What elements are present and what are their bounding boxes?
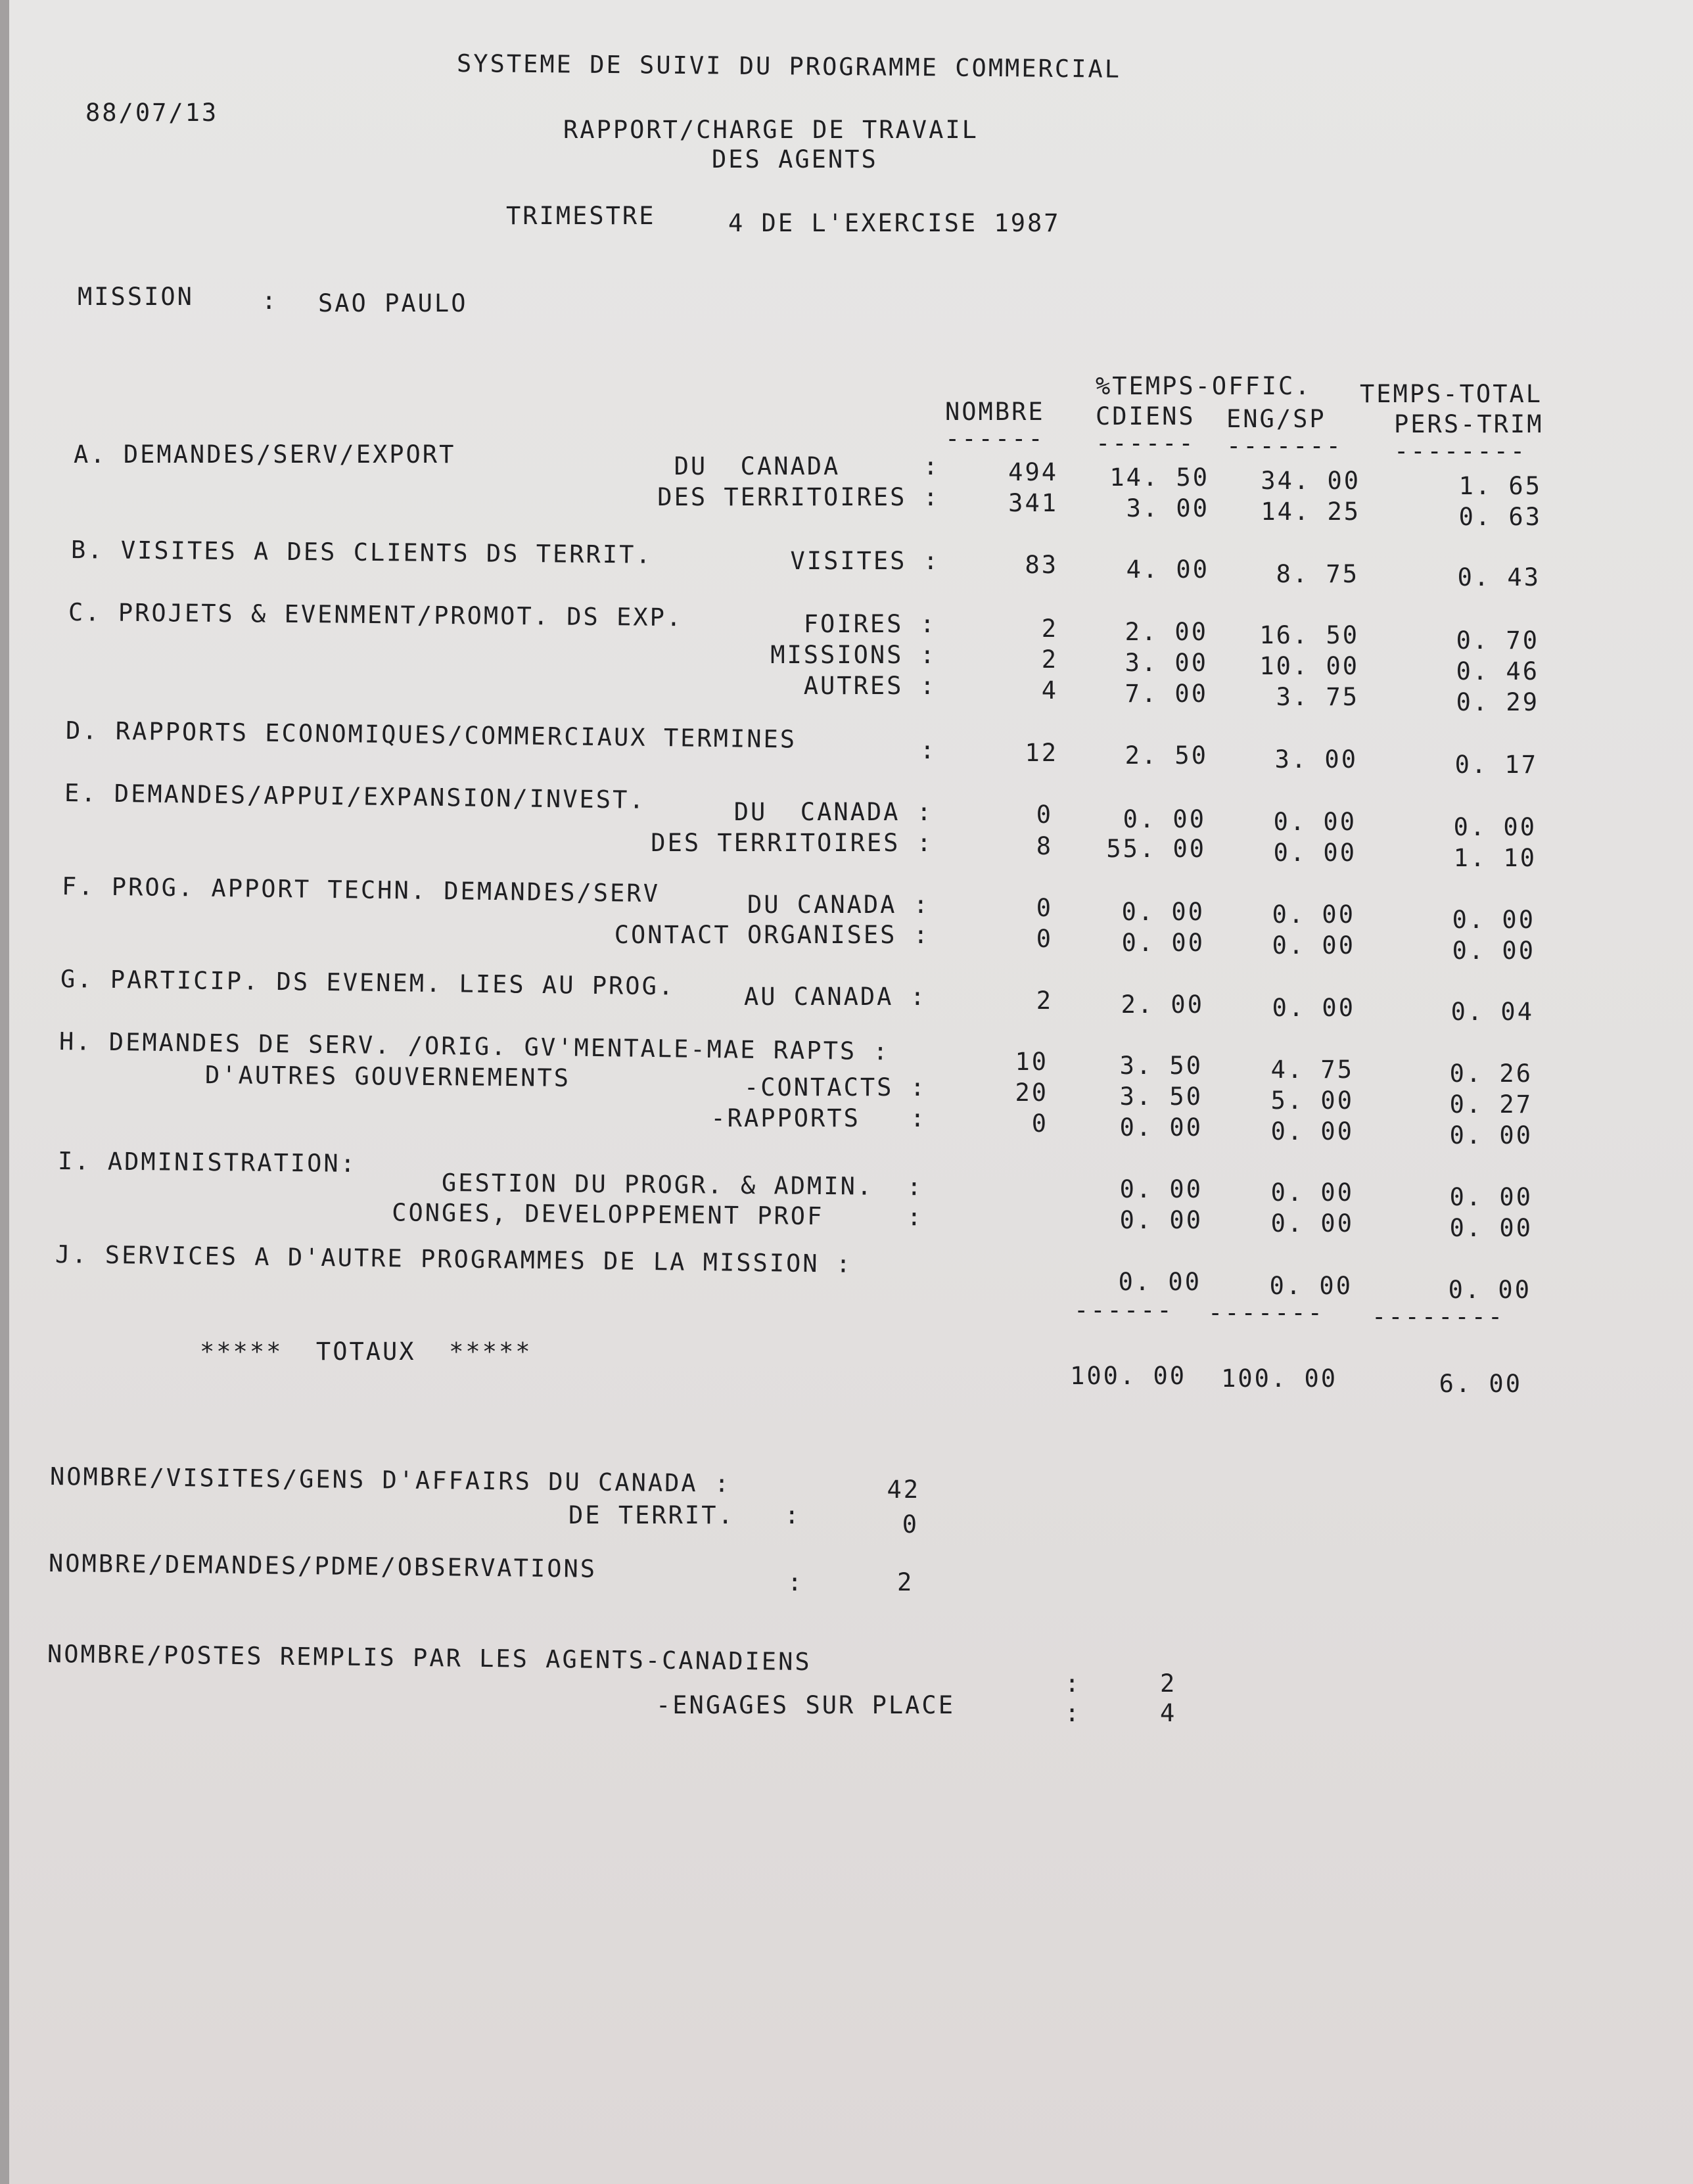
cell-perstrim: 0. 00 bbox=[1449, 1121, 1533, 1150]
section-e-title: E. DEMANDES/APPUI/EXPANSION/INVEST. bbox=[64, 779, 646, 814]
pdme-value: 2 bbox=[897, 1568, 914, 1596]
pdme-colon: : bbox=[787, 1568, 804, 1596]
totals-engsp: 100. 00 bbox=[1221, 1364, 1337, 1393]
visites-label: NOMBRE/VISITES/GENS D'AFFAIRS DU CANADA : bbox=[49, 1462, 731, 1498]
report-date: 88/07/13 bbox=[85, 99, 219, 127]
page-edge-shadow bbox=[0, 0, 9, 2184]
totals-dash-engsp: ------- bbox=[1208, 1299, 1324, 1327]
cell-engsp: 0. 00 bbox=[1270, 1178, 1354, 1207]
row-label: CONTACT ORGANISES : bbox=[614, 921, 930, 949]
cell-engsp: 34. 00 bbox=[1261, 467, 1360, 495]
cell-engsp: 0. 00 bbox=[1272, 931, 1355, 960]
cell-engsp: 0. 00 bbox=[1272, 900, 1355, 929]
cell-engsp: 14. 25 bbox=[1261, 498, 1360, 526]
mission-value: SAO PAULO bbox=[318, 289, 468, 317]
cell-nombre: 0 bbox=[1031, 1109, 1048, 1138]
engages-label: -ENGAGES SUR PLACE bbox=[656, 1691, 955, 1719]
cell-engsp: 4. 75 bbox=[1270, 1056, 1354, 1084]
cell-nombre: 0 bbox=[1036, 894, 1053, 922]
totals-perstrim: 6. 00 bbox=[1439, 1370, 1522, 1398]
cell-cdiens: 3. 50 bbox=[1119, 1052, 1203, 1080]
cell-perstrim: 0. 00 bbox=[1453, 813, 1537, 841]
cell-perstrim: 0. 26 bbox=[1449, 1059, 1533, 1088]
cell-engsp: 16. 50 bbox=[1259, 621, 1359, 649]
column-header-temps-offic: %TEMPS-OFFIC. bbox=[1096, 372, 1312, 400]
cell-cdiens: 7. 00 bbox=[1125, 680, 1208, 708]
section-h-title: H. DEMANDES DE SERV. /ORIG. GV'MENTALE-MAE RAPTS : bbox=[58, 1027, 890, 1066]
cell-perstrim: 0. 27 bbox=[1449, 1090, 1533, 1119]
pdme-label: NOMBRE/DEMANDES/PDME/OBSERVATIONS bbox=[48, 1549, 597, 1583]
postes-canadiens-value: 2 bbox=[1160, 1669, 1177, 1698]
section-c-title: C. PROJETS & EVENMENT/PROMOT. DS EXP. bbox=[68, 598, 684, 632]
column-header-engsp: ENG/SP bbox=[1226, 405, 1326, 433]
column-header-perstrim: PERS-TRIM bbox=[1394, 410, 1544, 438]
cell-perstrim: 0. 00 bbox=[1449, 1183, 1533, 1211]
row-label: AU CANADA : bbox=[743, 983, 927, 1011]
section-g-title: G. PARTICIP. DS EVENEM. LIES AU PROG. bbox=[60, 965, 676, 1001]
cell-cdiens: 55. 00 bbox=[1106, 835, 1206, 863]
postes-label: NOMBRE/POSTES REMPLIS PAR LES AGENTS-CANADIENS bbox=[47, 1640, 812, 1677]
cell-perstrim: 0. 63 bbox=[1458, 503, 1542, 531]
cell-cdiens: 2. 00 bbox=[1125, 618, 1208, 646]
row-label: DU CANADA : bbox=[747, 891, 930, 919]
cell-cdiens: 0. 00 bbox=[1119, 1175, 1203, 1203]
cell-perstrim: 0. 04 bbox=[1450, 998, 1534, 1026]
column-header-temps-total: TEMPS-TOTAL bbox=[1360, 380, 1543, 408]
report-title-line2: DES AGENTS bbox=[712, 145, 878, 174]
cell-nombre: 341 bbox=[1008, 489, 1058, 517]
section-a-title: A. DEMANDES/SERV/EXPORT bbox=[74, 440, 456, 469]
column-header-cdiens: CDIENS bbox=[1096, 402, 1195, 430]
cell-engsp: 3. 00 bbox=[1274, 745, 1358, 774]
cell-cdiens: 0. 00 bbox=[1119, 1206, 1203, 1234]
cell-engsp: 0. 00 bbox=[1270, 1209, 1354, 1238]
cell-cdiens: 2. 00 bbox=[1121, 990, 1204, 1019]
visites-territ-value: 0 bbox=[902, 1510, 919, 1539]
cell-perstrim: 0. 00 bbox=[1449, 1214, 1533, 1242]
column-header-nombre: NOMBRE bbox=[945, 398, 1045, 426]
cell-perstrim: 0. 00 bbox=[1452, 906, 1535, 934]
cell-nombre: 2 bbox=[1036, 987, 1053, 1015]
cell-nombre: 12 bbox=[1025, 739, 1058, 767]
mission-label: MISSION bbox=[78, 283, 194, 311]
cell-perstrim: 0. 17 bbox=[1454, 751, 1538, 779]
cell-engsp: 0. 00 bbox=[1270, 1117, 1354, 1146]
row-label: GESTION DU PROGR. & ADMIN. : bbox=[441, 1168, 924, 1201]
trimestre-value: 4 DE L'EXERCISE 1987 bbox=[728, 209, 1061, 237]
cell-nombre: 20 bbox=[1015, 1079, 1048, 1107]
cell-cdiens: 4. 00 bbox=[1126, 555, 1209, 584]
cell-cdiens: 0. 00 bbox=[1118, 1268, 1201, 1296]
totals-dash-perstrim: -------- bbox=[1372, 1303, 1505, 1331]
totals-cdiens: 100. 00 bbox=[1070, 1362, 1186, 1390]
cell-cdiens: 0. 00 bbox=[1119, 1113, 1203, 1142]
cell-nombre: 0 bbox=[1036, 801, 1053, 829]
cell-engsp: 0. 00 bbox=[1273, 839, 1357, 867]
cell-engsp: 0. 00 bbox=[1272, 994, 1355, 1022]
section-j-title: J. SERVICES A D'AUTRE PROGRAMMES DE LA MISSION : bbox=[55, 1240, 853, 1278]
mission-colon: : bbox=[262, 287, 279, 315]
cell-nombre: 2 bbox=[1041, 615, 1058, 643]
row-label: -CONTACTS : bbox=[743, 1073, 927, 1102]
section-b-title: B. VISITES A DES CLIENTS DS TERRIT. bbox=[70, 536, 653, 569]
row-label: FOIRES : bbox=[803, 610, 937, 638]
cell-nombre: 2 bbox=[1041, 645, 1058, 674]
cell-nombre: 0 bbox=[1036, 925, 1053, 953]
system-title: SYSTEME DE SUIVI DU PROGRAMME COMMERCIAL bbox=[456, 49, 1122, 83]
row-label: DU CANADA : bbox=[733, 798, 933, 826]
column-underline-engsp: ------- bbox=[1226, 432, 1343, 460]
cell-cdiens: 3. 00 bbox=[1125, 649, 1208, 677]
cell-perstrim: 0. 46 bbox=[1456, 657, 1539, 685]
cell-nombre: 4 bbox=[1041, 676, 1058, 705]
cell-perstrim: 0. 29 bbox=[1456, 688, 1539, 716]
section-f-title: F. PROG. APPORT TECHN. DEMANDES/SERV bbox=[61, 872, 661, 908]
cell-engsp: 0. 00 bbox=[1273, 808, 1357, 836]
postes-engages-value: 4 bbox=[1160, 1699, 1177, 1727]
cell-engsp: 5. 00 bbox=[1270, 1086, 1354, 1115]
totals-label: ***** TOTAUX ***** bbox=[200, 1337, 532, 1366]
report-title-line1: RAPPORT/CHARGE DE TRAVAIL bbox=[563, 116, 979, 144]
cell-nombre: 10 bbox=[1015, 1048, 1048, 1076]
section-d-title: D. RAPPORTS ECONOMIQUES/COMMERCIAUX TERMINES bbox=[65, 716, 797, 754]
cell-cdiens: 3. 50 bbox=[1119, 1082, 1203, 1111]
postes-colon-2: : bbox=[1065, 1699, 1082, 1727]
row-label: -RAPPORTS : bbox=[710, 1104, 927, 1132]
row-label: VISITES : bbox=[790, 547, 940, 575]
column-underline-cdiens: ------ bbox=[1096, 429, 1195, 457]
row-label: MISSIONS : bbox=[770, 641, 937, 669]
section-h-subtitle: D'AUTRES GOUVERNEMENTS bbox=[204, 1061, 571, 1092]
cell-nombre: 8 bbox=[1036, 832, 1053, 860]
cell-cdiens: 3. 00 bbox=[1126, 494, 1209, 523]
cell-perstrim: 0. 70 bbox=[1456, 626, 1539, 655]
cell-perstrim: 1. 10 bbox=[1453, 844, 1537, 872]
cell-nombre: 83 bbox=[1025, 551, 1058, 579]
column-underline-nombre: ------ bbox=[945, 425, 1045, 453]
cell-perstrim: 0. 00 bbox=[1452, 937, 1535, 965]
trimestre-label: TRIMESTRE bbox=[506, 202, 656, 230]
visites-canada-value: 42 bbox=[887, 1475, 920, 1504]
cell-perstrim: 0. 43 bbox=[1457, 563, 1541, 592]
section-i-title: I. ADMINISTRATION: bbox=[57, 1147, 358, 1178]
totals-dash-cdiens: ------ bbox=[1074, 1296, 1174, 1324]
cell-engsp: 10. 00 bbox=[1259, 652, 1359, 680]
row-label: DU CANADA : bbox=[674, 452, 940, 480]
cell-perstrim: 1. 65 bbox=[1458, 472, 1542, 500]
row-label: DES TERRITOIRES : bbox=[651, 829, 933, 857]
row-label: AUTRES : bbox=[803, 672, 937, 700]
row-label: DES TERRITOIRES : bbox=[657, 483, 940, 511]
cell-perstrim: 0. 00 bbox=[1448, 1276, 1531, 1304]
postes-colon-1: : bbox=[1065, 1669, 1082, 1698]
cell-cdiens: 2. 50 bbox=[1125, 741, 1208, 770]
cell-cdiens: 0. 00 bbox=[1123, 805, 1206, 833]
cell-nombre: 494 bbox=[1008, 458, 1058, 486]
cell-cdiens: 0. 00 bbox=[1121, 898, 1205, 926]
cell-engsp: 8. 75 bbox=[1276, 560, 1359, 588]
cell-cdiens: 0. 00 bbox=[1121, 929, 1205, 957]
cell-cdiens: 14. 50 bbox=[1109, 463, 1209, 492]
cell-engsp: 3. 75 bbox=[1276, 683, 1359, 711]
row-label: : bbox=[919, 736, 937, 764]
row-label: CONGES, DEVELOPPEMENT PROF : bbox=[391, 1198, 924, 1232]
visites-territ-label: DE TERRIT. : bbox=[568, 1501, 801, 1529]
column-underline-perstrim: -------- bbox=[1394, 437, 1527, 465]
cell-engsp: 0. 00 bbox=[1269, 1272, 1353, 1300]
